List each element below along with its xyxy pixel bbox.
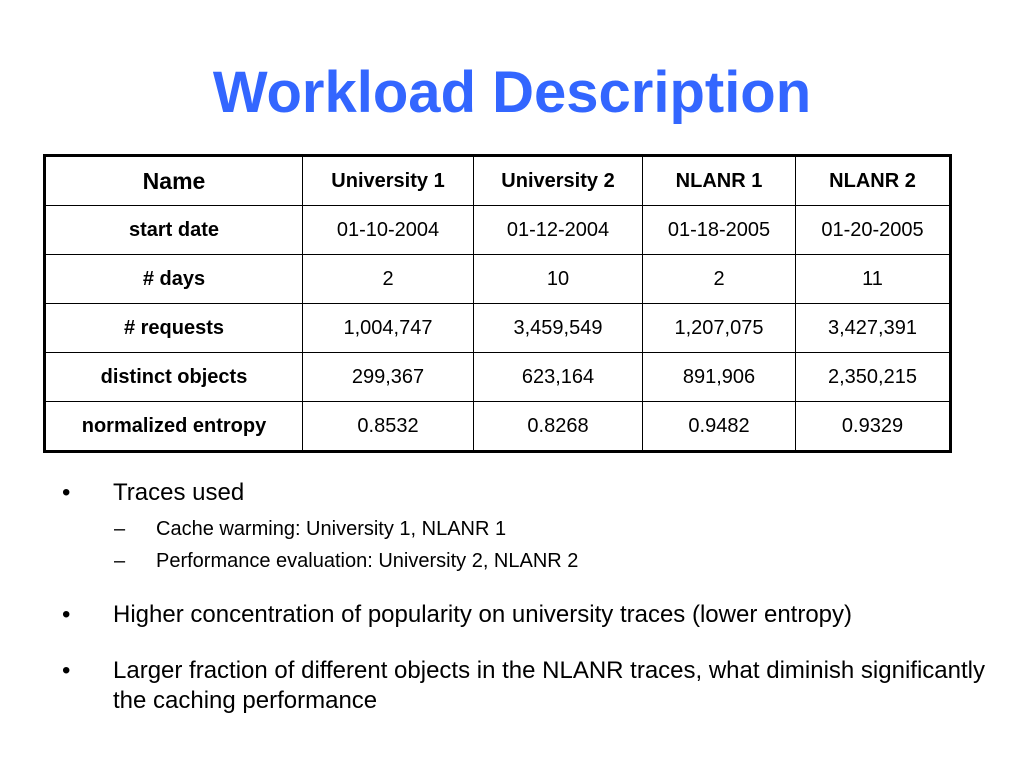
table-cell: 623,164 [474,353,643,402]
table-cell: 2 [643,255,796,304]
table-cell: 299,367 [303,353,474,402]
table-cell: 0.8532 [303,402,474,452]
table-cell: 01-12-2004 [474,206,643,255]
table-cell: 3,459,549 [474,304,643,353]
dash-marker: – [114,518,126,540]
column-header: University 1 [303,156,474,206]
row-header: # requests [45,304,303,353]
bullet-marker: • [62,657,71,684]
row-header: # days [45,255,303,304]
row-header: start date [45,206,303,255]
row-header: normalized entropy [45,402,303,452]
table-cell: 0.9329 [796,402,951,452]
table-cell: 01-10-2004 [303,206,474,255]
table-cell: 1,207,075 [643,304,796,353]
row-header: distinct objects [45,353,303,402]
column-header: University 2 [474,156,643,206]
sub-bullet-text: Performance evaluation: University 2, NLANR 2 [156,550,579,572]
bullet-marker: • [62,601,71,628]
table-corner-cell: Name [45,156,303,206]
table-cell: 2,350,215 [796,353,951,402]
table-cell: 01-20-2005 [796,206,951,255]
bullet-marker: • [62,479,71,506]
slide-title: Workload Description [212,60,812,125]
table-cell: 3,427,391 [796,304,951,353]
bullet-text: Traces used [113,479,245,506]
table-cell: 10 [474,255,643,304]
dash-marker: – [114,550,126,572]
bullet-text: Higher concentration of popularity on university traces (lower entropy) [113,601,853,628]
table-cell: 1,004,747 [303,304,474,353]
table-cell: 891,906 [643,353,796,402]
table-cell: 11 [796,255,951,304]
table-cell: 0.8268 [474,402,643,452]
column-header: NLANR 2 [796,156,951,206]
table-cell: 01-18-2005 [643,206,796,255]
table-cell: 0.9482 [643,402,796,452]
column-header: NLANR 1 [643,156,796,206]
bullet-text: Larger fraction of different objects in the NLANR traces, what diminish significantly the caching performance [113,657,985,714]
table-cell: 2 [303,255,474,304]
sub-bullet-text: Cache warming: University 1, NLANR 1 [156,518,507,540]
